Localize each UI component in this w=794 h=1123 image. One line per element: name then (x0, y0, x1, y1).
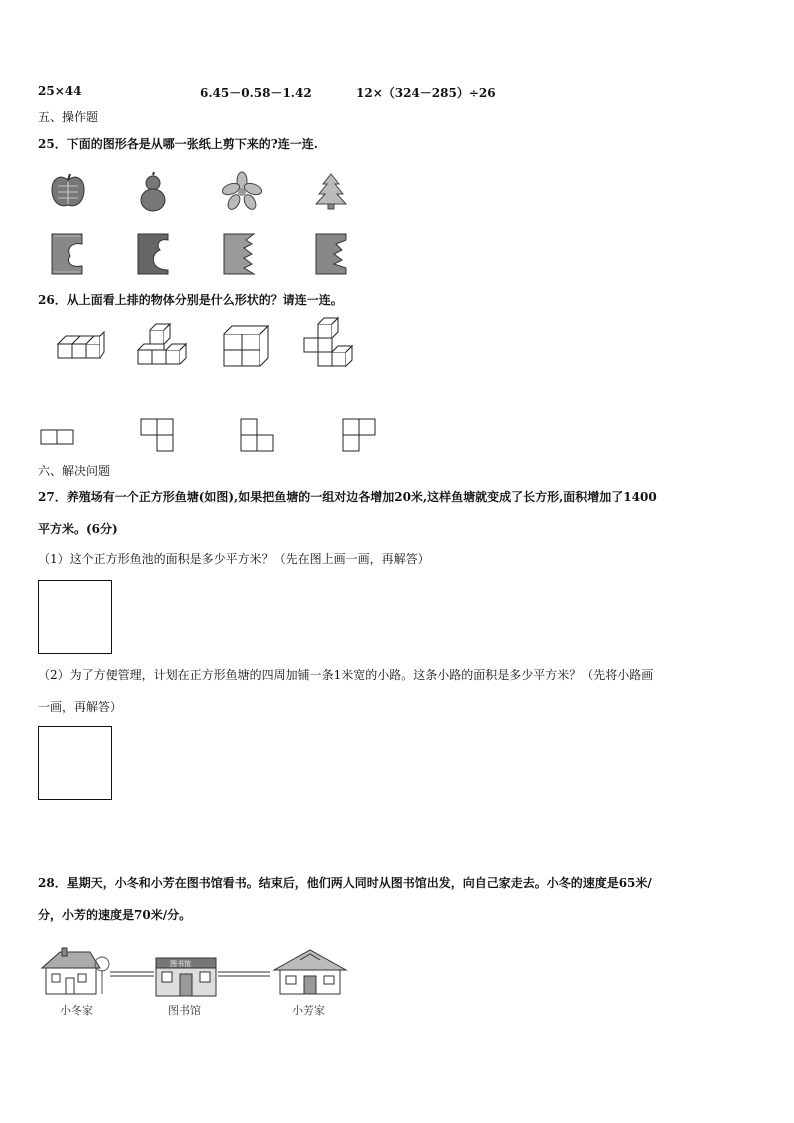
top-view-step-shape-figure (240, 418, 276, 454)
q27-part-2-line-1: （2）为了方便管理，计划在正方形鱼塘的四周加铺一条1米宽的小路。这条小路的面积是多少平方米？（先将小路画 (38, 668, 654, 682)
apple-shape-figure (50, 172, 86, 210)
top-view-l-shape-figure (140, 418, 176, 454)
cubes-3-in-row-figure (56, 330, 106, 368)
label-xiaodong-home: 小冬家 (60, 1004, 93, 1017)
q26-text: 26．从上面看上排的物体分别是什么形状的？请连一连。 (38, 293, 343, 307)
xiaofang-house-figure (270, 946, 350, 998)
section-5-title: 五、操作题 (38, 110, 99, 124)
calc-expr-2: 6.45－0.58－1.42 (200, 86, 312, 100)
label-xiaofang-home: 小芳家 (292, 1004, 325, 1017)
q27-part-2-line-2: 一画，再解答） (38, 700, 123, 714)
cubes-stair-figure (300, 316, 358, 370)
xiaodong-house-figure (40, 946, 110, 998)
label-library: 图书馆 (168, 1004, 201, 1017)
q28-line-2: 分，小芳的速度是70米/分。 (38, 908, 192, 922)
q28-line-1: 28．星期天，小冬和小芳在图书馆看书。结束后，他们两人同时从图书馆出发，向自己家走去。小冬的速度是65米/ (38, 876, 652, 890)
paper-apple-cutout-figure (50, 232, 84, 276)
cubes-l-stack-figure (136, 320, 188, 370)
path-line-left-figure (110, 970, 154, 978)
q27-part-1: （1）这个正方形鱼池的面积是多少平方米？（先在图上画一画，再解答） (38, 552, 430, 566)
section-6-title: 六、解决问题 (38, 464, 111, 478)
top-view-reverse-l-figure (342, 418, 378, 454)
path-line-right-figure (218, 970, 270, 978)
library-sign: 图书馆 (170, 960, 191, 968)
top-view-two-squares-figure (40, 428, 76, 446)
paper-tree-cutout-figure (314, 232, 348, 276)
flower-shape-figure (222, 172, 262, 210)
q27-line-1: 27．养殖场有一个正方形鱼塘(如图),如果把鱼塘的一组对边各增加20米,这样鱼塘就变成了长方形,面积增加了1400 (38, 490, 657, 504)
cubes-2x2-figure (222, 324, 270, 370)
square-pond-figure-2 (38, 726, 112, 800)
calc-expr-1: 25×44 (38, 84, 82, 98)
tree-shape-figure (314, 172, 348, 210)
q25-text: 25．下面的图形各是从哪一张纸上剪下来的?连一连. (38, 137, 318, 151)
q27-line-2: 平方米。(6分) (38, 522, 118, 536)
calc-expr-3: 12×（324－285）÷26 (356, 86, 496, 100)
paper-gourd-cutout-figure (136, 232, 170, 276)
paper-flower-cutout-figure (222, 232, 256, 276)
gourd-shape-figure (138, 172, 168, 212)
square-pond-figure-1 (38, 580, 112, 654)
